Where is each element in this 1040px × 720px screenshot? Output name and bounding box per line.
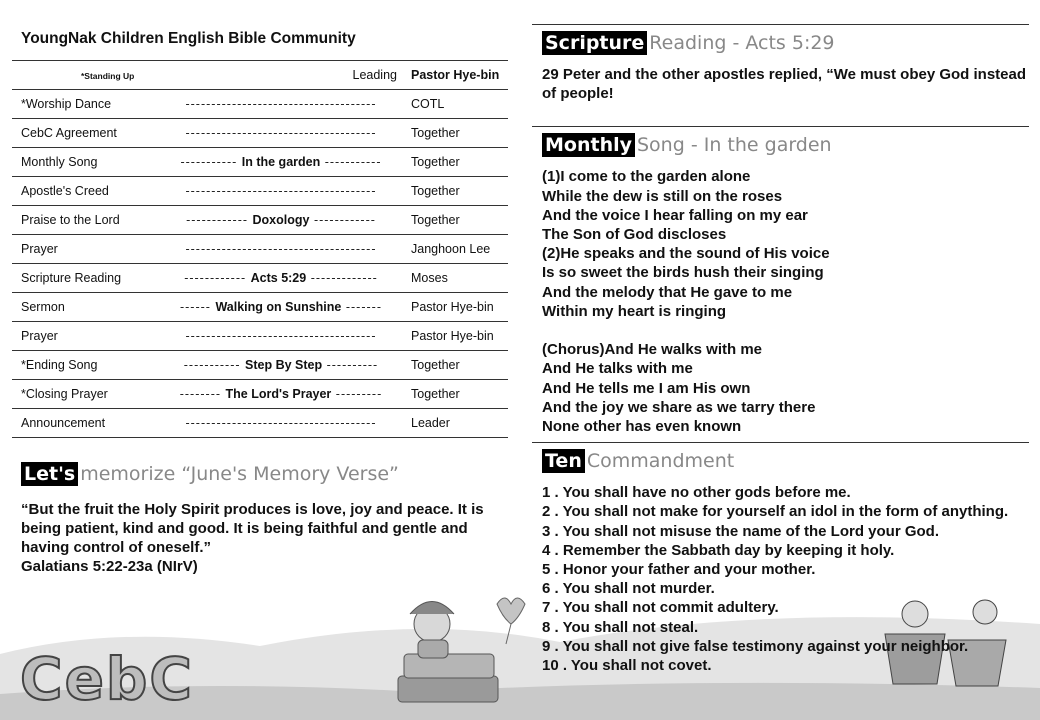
row-detail: ------ Walking on Sunshine ------- bbox=[161, 293, 401, 322]
row-item: Apostle's Creed bbox=[12, 177, 161, 206]
memory-verse-section bbox=[21, 462, 508, 576]
list-item: 2 . You shall not make for yourself an idol in the form of anything. bbox=[542, 503, 1009, 521]
row-item: Praise to the Lord bbox=[12, 206, 161, 235]
list-item: 3 . You shall not misuse the name of the Lord your God. bbox=[542, 522, 939, 540]
row-detail: ------------------------------------- bbox=[161, 409, 401, 438]
row-item: Announcement bbox=[12, 409, 161, 438]
lyric-line: And the voice I hear falling on my ear bbox=[542, 206, 808, 224]
row-leader: Moses bbox=[401, 264, 508, 293]
list-item: 4 . Remember the Sabbath day by keeping it holy. bbox=[542, 541, 895, 559]
standing-note: *Standing Up bbox=[81, 71, 135, 81]
row-item: Monthly Song bbox=[12, 148, 161, 177]
row-detail: ------------------------------------- bbox=[161, 177, 401, 206]
table-row bbox=[12, 293, 508, 322]
row-item: Scripture Reading bbox=[12, 264, 161, 293]
row-item: *Worship Dance bbox=[12, 90, 161, 119]
row-detail: -------- The Lord's Prayer --------- bbox=[161, 380, 401, 409]
lyric-line: And He tells me I am His own bbox=[542, 379, 751, 397]
list-item: 9 . You shall not give false testimony against your neighbor. bbox=[542, 637, 969, 655]
table-row bbox=[12, 90, 508, 119]
memory-verse-heading: Let's memorize “June's Memory Verse” bbox=[21, 462, 508, 486]
order-of-service bbox=[12, 26, 508, 576]
table-row bbox=[12, 235, 508, 264]
table-row bbox=[12, 351, 508, 380]
ten-commandments-heading: Ten Commandment bbox=[542, 449, 1029, 473]
lyric-line: And the melody that He gave to me bbox=[542, 283, 793, 301]
ten-commandments-section bbox=[532, 442, 1029, 675]
row-leader: Together bbox=[401, 380, 508, 409]
row-leader: Pastor Hye-bin bbox=[401, 293, 508, 322]
table-row bbox=[12, 264, 508, 293]
lyric-line: While the dew is still on the roses bbox=[542, 187, 783, 205]
row-detail: ------------ Acts 5:29 ------------- bbox=[161, 264, 401, 293]
list-item: 10 . You shall not covet. bbox=[542, 657, 712, 675]
service-table bbox=[12, 60, 508, 438]
row-detail: ------------------------------------- bbox=[161, 322, 401, 351]
lyric-line: None other has even known bbox=[542, 418, 742, 436]
row-item: *Ending Song bbox=[12, 351, 161, 380]
row-item: Prayer bbox=[12, 235, 161, 264]
lyric-line: Is so sweet the birds hush their singing bbox=[542, 264, 824, 282]
table-row bbox=[12, 119, 508, 148]
list-item: 8 . You shall not steal. bbox=[542, 618, 699, 636]
row-leader: Together bbox=[401, 177, 508, 206]
table-row bbox=[12, 380, 508, 409]
row-item: CebC Agreement bbox=[12, 119, 161, 148]
scripture-heading: Scripture Reading - Acts 5:29 bbox=[542, 31, 1029, 55]
song-lyrics bbox=[542, 167, 1029, 436]
table-row bbox=[12, 148, 508, 177]
leading-name: Pastor Hye-bin bbox=[401, 61, 508, 90]
right-column bbox=[532, 24, 1029, 675]
row-detail: ------------------------------------- bbox=[161, 90, 401, 119]
row-detail: ----------- In the garden ----------- bbox=[161, 148, 401, 177]
lyric-line: And the joy we share as we tarry there bbox=[542, 398, 816, 416]
row-leader: Leader bbox=[401, 409, 508, 438]
row-detail: ------------ Doxology ------------ bbox=[161, 206, 401, 235]
row-item: Sermon bbox=[12, 293, 161, 322]
row-item: Prayer bbox=[12, 322, 161, 351]
row-detail: ----------- Step By Step ---------- bbox=[161, 351, 401, 380]
list-item: 1 . You shall have no other gods before me. bbox=[542, 484, 851, 502]
memory-verse-reference: Galatians 5:22-23a (NIrV) bbox=[21, 558, 198, 575]
lyric-line: Within my heart is ringing bbox=[542, 302, 727, 320]
lyric-line: The Son of God discloses bbox=[542, 226, 727, 244]
row-detail: ------------------------------------- bbox=[161, 119, 401, 148]
table-row bbox=[12, 322, 508, 351]
lyric-line: (Chorus)And He walks with me bbox=[542, 341, 763, 359]
memory-verse-text: “But the fruit the Holy Spirit produces is love, joy and peace. It is being patient, kind and good. It is being faithful and gentle and having control of oneself.” bbox=[21, 501, 484, 556]
list-item: 6 . You shall not murder. bbox=[542, 580, 715, 598]
scripture-section bbox=[532, 24, 1029, 103]
row-detail: ------------------------------------- bbox=[161, 235, 401, 264]
row-leader: Together bbox=[401, 148, 508, 177]
list-item: 7 . You shall not commit adultery. bbox=[542, 599, 779, 617]
lyric-line: And He talks with me bbox=[542, 360, 693, 378]
list-item: 5 . Honor your father and your mother. bbox=[542, 561, 816, 579]
row-leader: Pastor Hye-bin bbox=[401, 322, 508, 351]
row-leader: Together bbox=[401, 351, 508, 380]
row-item: *Closing Prayer bbox=[12, 380, 161, 409]
lyric-spacer bbox=[542, 321, 1029, 340]
community-title: YoungNak Children English Bible Community bbox=[21, 30, 356, 47]
table-row bbox=[12, 177, 508, 206]
row-leader: COTL bbox=[401, 90, 508, 119]
leading-label: Leading bbox=[161, 61, 401, 90]
row-leader: Together bbox=[401, 119, 508, 148]
table-row bbox=[12, 206, 508, 235]
row-leader: Together bbox=[401, 206, 508, 235]
commandments-list bbox=[542, 483, 1029, 675]
scripture-text: 29 Peter and the other apostles replied, “We must obey God instead of people! bbox=[542, 66, 1027, 103]
lyric-line: (1)I come to the garden alone bbox=[542, 168, 751, 186]
lyric-line: (2)He speaks and the sound of His voice bbox=[542, 245, 830, 263]
monthly-song-section bbox=[532, 126, 1029, 436]
table-row bbox=[12, 409, 508, 438]
cebc-logo: CebC bbox=[20, 645, 194, 713]
row-leader: Janghoon Lee bbox=[401, 235, 508, 264]
table-header-row bbox=[12, 61, 508, 90]
monthly-song-heading: Monthly Song - In the garden bbox=[542, 133, 1029, 157]
